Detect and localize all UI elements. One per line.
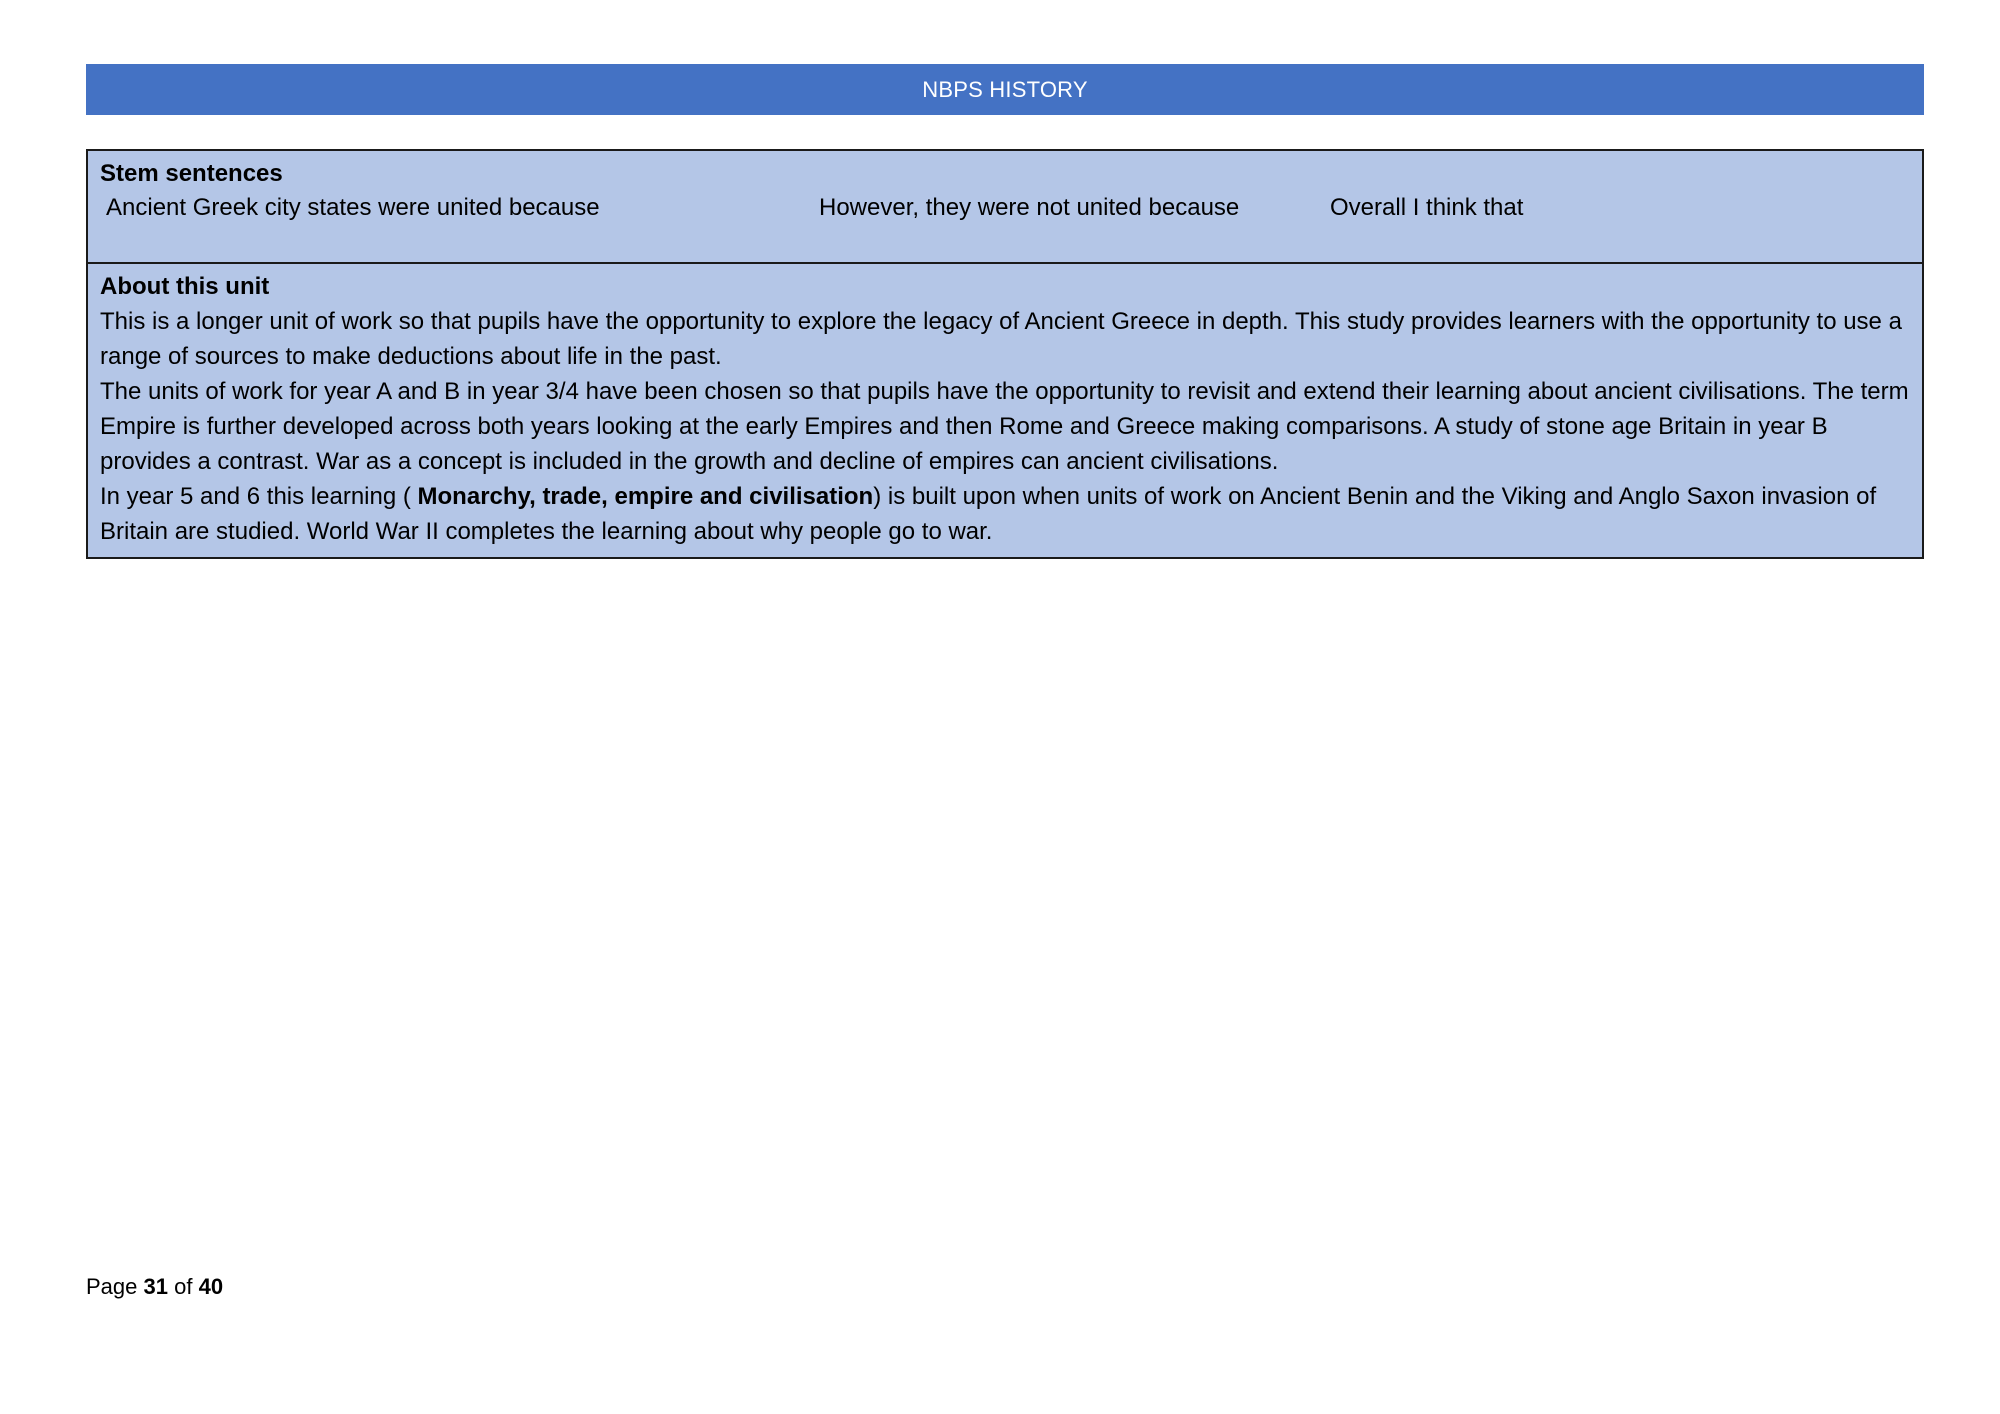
about-unit-heading: About this unit: [100, 273, 270, 300]
footer-of-label: of: [174, 1274, 193, 1299]
about-paragraph-3-end: ) is built upon when units of work on Ancient Benin and the Viking and Anglo Saxon invasion of Britain are studied. World War II completes the learning about why people go to war.: [100, 483, 1877, 545]
about-paragraph-1: This is a longer unit of work so that pupils have the opportunity to explore the legacy of Ancient Greece in depth. This study provides learners with the opportunity to use a range of sources to make deductions about life in the past.: [100, 308, 1902, 370]
unit-info-table: [86, 149, 1924, 559]
about-paragraph-2: The units of work for year A and B in year 3/4 have been chosen so that pupils have the opportunity to revisit and extend their learning about ancient civilisations. The term Empire is further developed across both years looking at the early Empires and then Rome and Greece making comparisons. A study of stone age Britain in year B provides a contrast. War as a concept is included in the growth and decline of empires can ancient civilisations.: [100, 378, 1909, 475]
header-title: NBPS HISTORY: [922, 76, 1088, 102]
stem-sentence-3: Overall I think that: [1330, 194, 1524, 221]
stem-sentences-section: [88, 151, 1922, 264]
stem-sentences-row: [100, 191, 1910, 225]
about-unit-section: [88, 264, 1922, 557]
page-footer: [86, 1274, 223, 1300]
about-paragraph-3-start: In year 5 and 6 this learning (: [100, 483, 418, 510]
page-header-bar: [86, 64, 1924, 115]
footer-page-current: 31: [143, 1274, 168, 1299]
about-paragraph-3: [100, 479, 1910, 549]
stem-sentence-1: Ancient Greek city states were united because: [106, 194, 600, 221]
stem-sentence-2: However, they were not united because: [819, 194, 1240, 221]
footer-page-label: Page: [86, 1274, 138, 1299]
stem-sentences-heading: Stem sentences: [100, 160, 283, 187]
footer-page-total: 40: [198, 1274, 224, 1299]
about-paragraph-3-bold: Monarchy, trade, empire and civilisation: [417, 483, 874, 510]
